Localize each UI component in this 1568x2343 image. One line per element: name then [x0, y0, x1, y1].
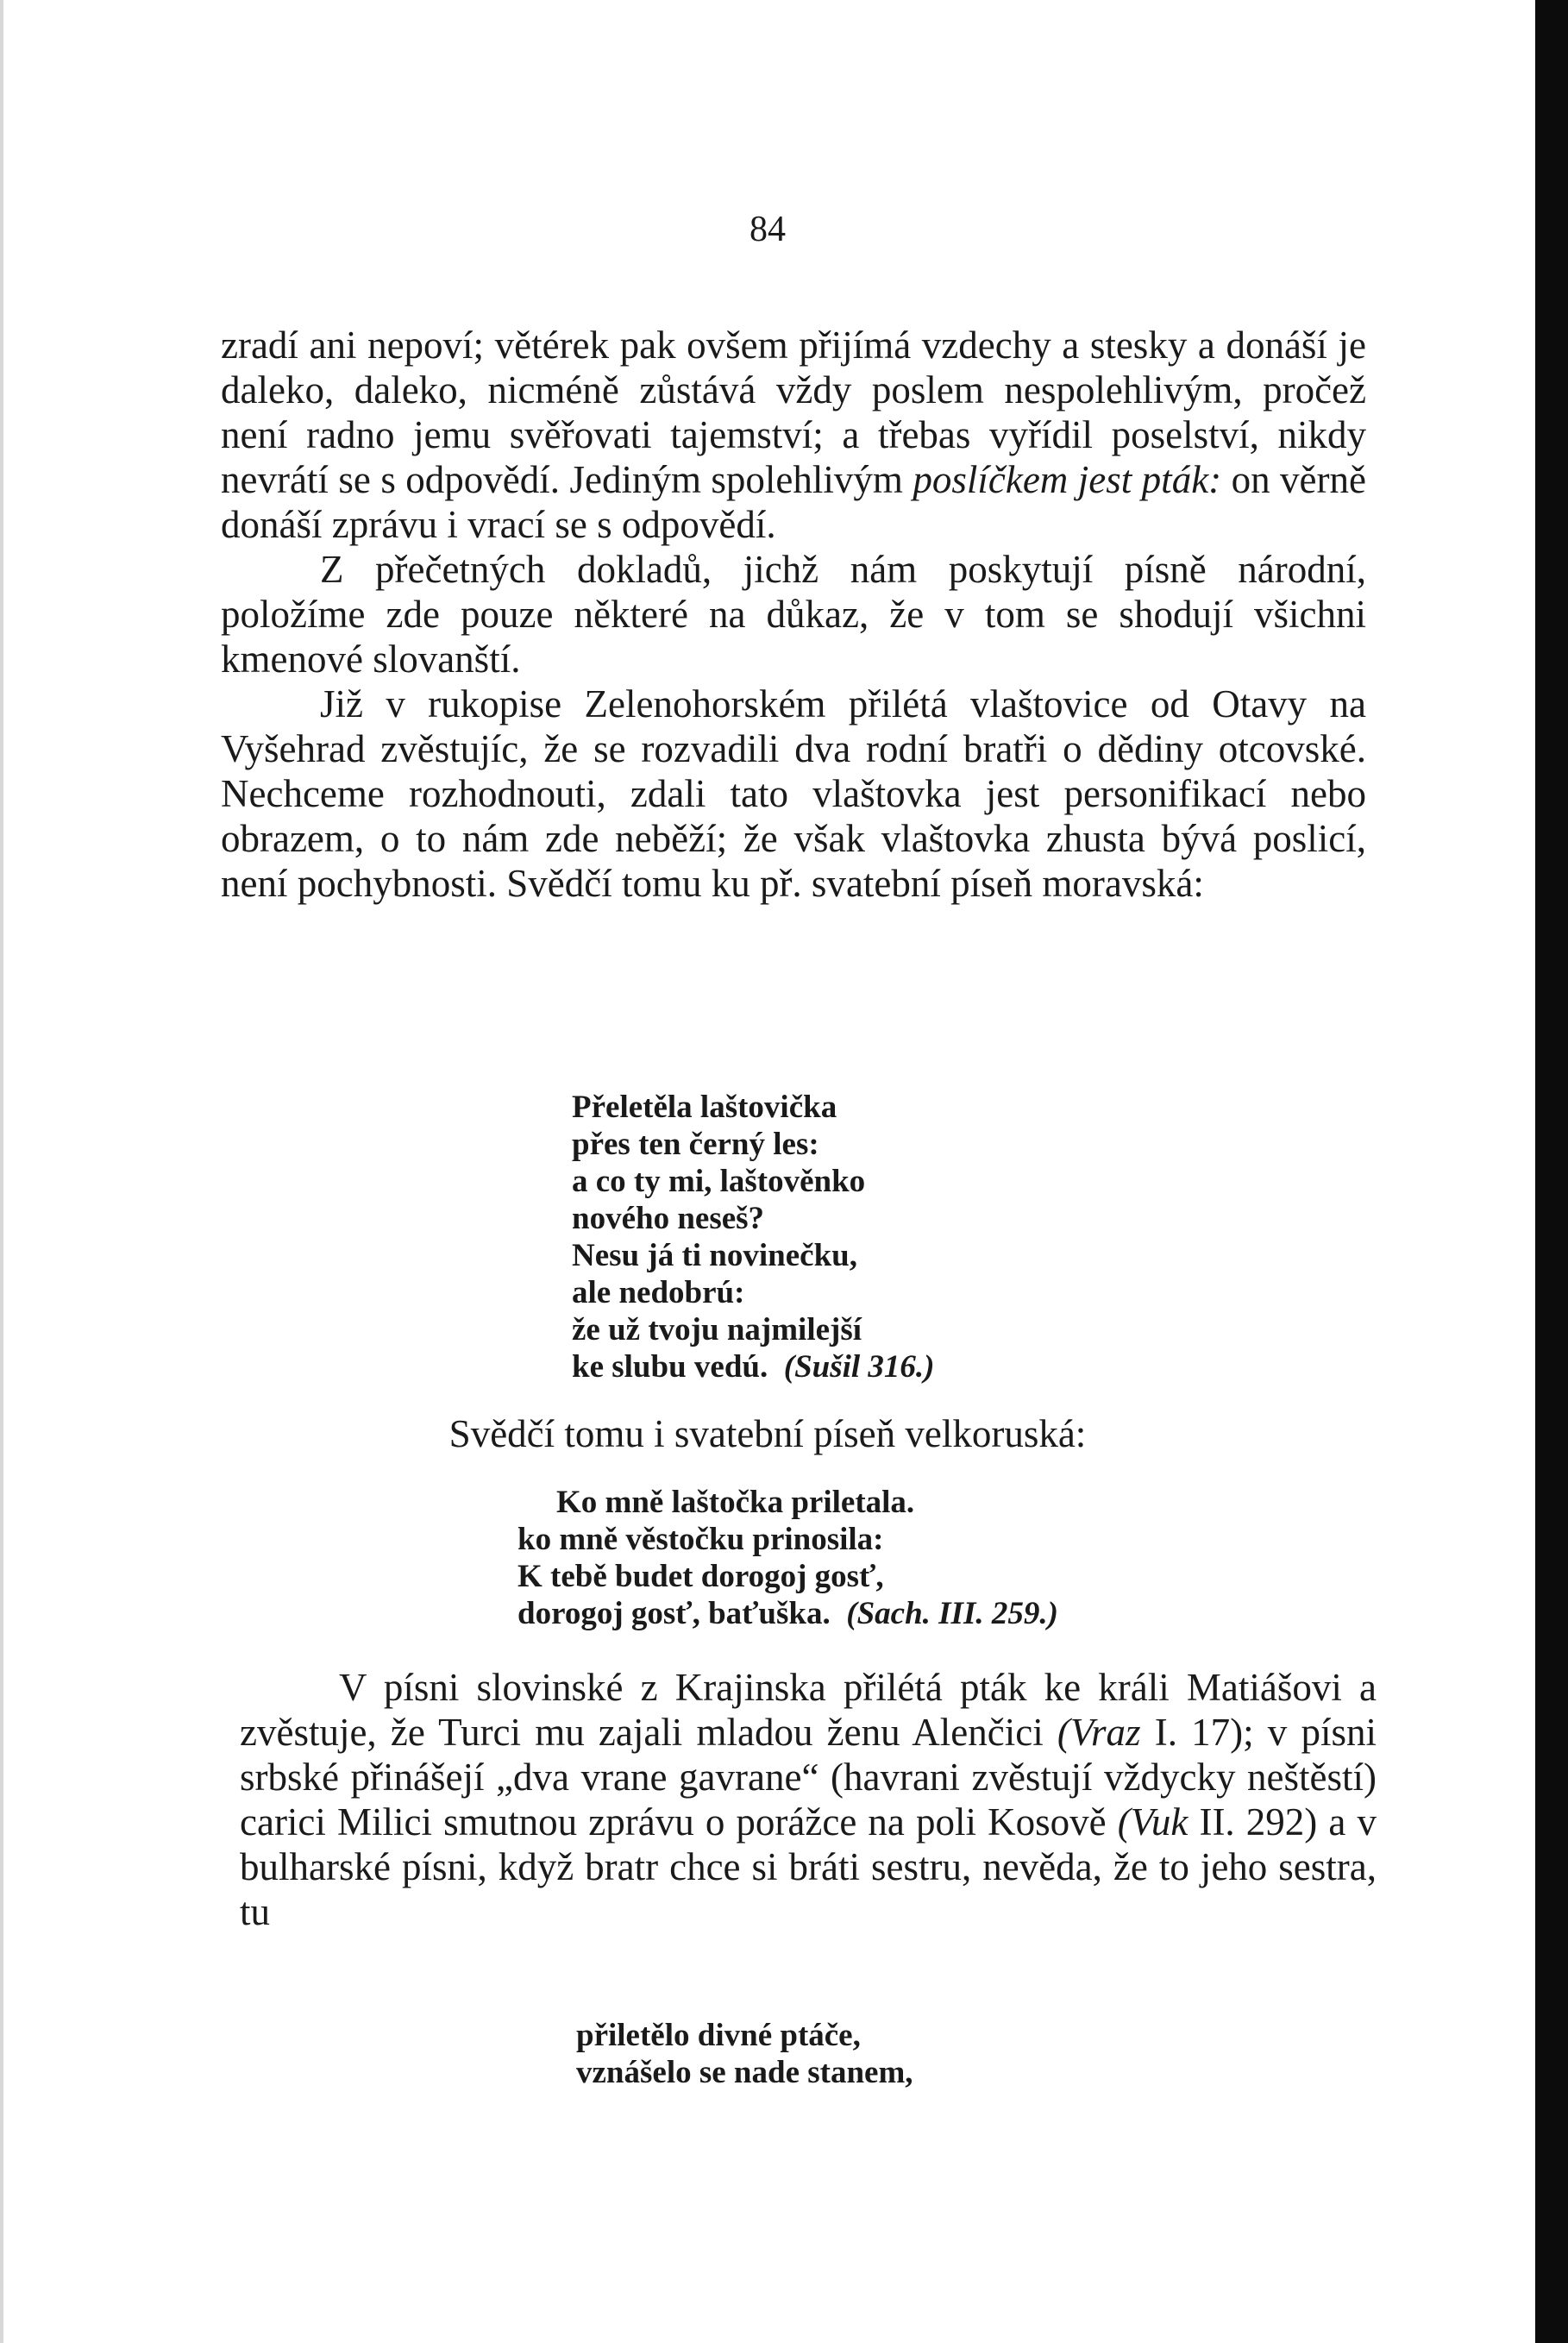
paragraph-2: Z přečetných dokladů, jichž nám poskytují písně národní, položíme zde pouze některé na důkaz, že v tom se shodují všichni kmenové slovanští. — [221, 548, 1366, 681]
paragraph-3: Již v rukopise Zelenohorském přilétá vlaštovice od Otavy na Vyšehrad zvěstujíc, že se rozvadili dva rodní bratři o dědiny otcovské. Nechceme rozhodnouti, zdali tato vlaštovka jest personifikací nebo obrazem, o to nám zde neběží; že však vlaštovka zhusta bývá poslicí, není pochybnosti. Svědčí tomu ku př. svatební píseň moravská: — [221, 682, 1366, 905]
verse-line: ko mně věstočku prinosila: — [517, 1522, 884, 1557]
verse-line: K tebě budet dorogoj gosť, — [517, 1559, 884, 1594]
verse-moravian — [572, 1089, 935, 1385]
verse-line: ale nedobrú: — [572, 1275, 745, 1310]
verse-citation: (Sach. III. 259.) — [846, 1596, 1058, 1631]
paragraph-1: zradí ani nepoví; větérek pak ovšem přijímá vzdechy a stesky a donáší je daleko, daleko, nicméně zůstává vždy poslem nespolehlivým, pročež není radno jemu svěřovati tajemství; a třebas vyřídil poselství, nikdy nevrátí se s odpovědí. Jediným spolehlivým poslíčkem jest pták: on věrně donáší zprávu i vrací se s odpovědí. — [221, 323, 1366, 546]
verse-line: a co ty mi, laštověnko — [572, 1164, 866, 1199]
verse-line: Přeletěla laštovička — [572, 1090, 837, 1125]
scan-border-right — [1535, 0, 1568, 2343]
verse-line: že už tvoju najmilejší — [572, 1312, 862, 1347]
scan-border-left — [0, 0, 3, 2343]
verse-line: přes ten černý les: — [572, 1127, 819, 1162]
section-lead: Svědčí tomu i svatební píseň velkoruská: — [448, 1412, 1087, 1455]
verse-line: vznášelo se nade stanem, — [576, 2055, 913, 2090]
verse-line: ke slubu vedú. (Sušil 316.) — [572, 1349, 935, 1385]
verse-line: dorogoj gosť, baťuška. (Sach. III. 259.) — [517, 1596, 1058, 1631]
verse-line: nového neseš? — [572, 1201, 765, 1236]
verse-bulgarian — [576, 2017, 913, 2091]
paragraph-4: V písni slovinské z Krajinska přilétá pták ke králi Matiášovi a zvěstuje, že Turci mu zajali mladou ženu Alenčici (Vraz I. 17); v písni srbské přinášejí „dva vrane gavrane“ (havrani zvěstují vždycky neštěstí) carici Milici smutnou zprávu o porážce na poli Kosově (Vuk II. 292) a v bulharské písni, když bratr chce si bráti sestru, nevěda, že to jeho sestra, tu — [240, 1666, 1377, 1933]
page-number: 84 — [750, 210, 786, 249]
verse-russian — [517, 1484, 1058, 1632]
verse-line: Nesu já ti novinečku, — [572, 1238, 857, 1273]
verse-line: přiletělo divné ptáče, — [576, 2018, 861, 2053]
main-text-bottom — [240, 1665, 1377, 1934]
verse-citation: (Sušil 316.) — [783, 1349, 935, 1385]
verse-line: Ko mně laštočka priletala. — [556, 1485, 915, 1520]
main-text-top — [221, 323, 1366, 906]
